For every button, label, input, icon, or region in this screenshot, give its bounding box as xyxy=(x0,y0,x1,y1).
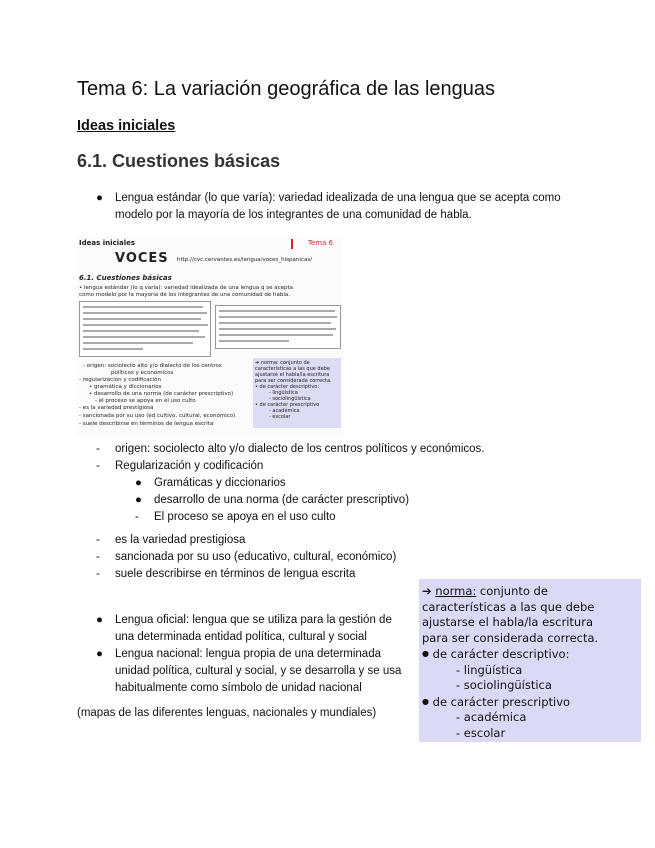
norma-line1 xyxy=(422,584,637,600)
feature-origin xyxy=(96,441,484,458)
scan-norma8: • de carácter prescriptivo xyxy=(255,402,320,408)
feature-sanctioned xyxy=(96,549,396,566)
scan-red-bar xyxy=(291,239,293,249)
norma-line3: ajustarse el habla/la escritura xyxy=(422,615,593,629)
scan-text-stroke xyxy=(83,336,205,338)
document-title: Tema 6: La variación geográfica de las lenguas xyxy=(77,78,496,100)
feature-sanctioned-text: sancionada por su uso (educativo, cultural, económico) xyxy=(115,551,397,563)
dash-marker: - xyxy=(96,443,100,455)
regularization-sub-list xyxy=(135,475,484,526)
scan-norma7: - sociolingüística xyxy=(269,396,311,402)
scan-text-stroke xyxy=(219,340,289,342)
dash-marker: - xyxy=(135,511,139,523)
norma-desc2: - sociolingüística xyxy=(456,678,552,692)
bullet-lengua-oficial xyxy=(96,612,401,646)
section-heading: Ideas iniciales xyxy=(77,118,176,134)
scan-line2: como modelo por la mayoría de los integrantes de una comunidad de habla. xyxy=(79,292,290,298)
dash-marker: - xyxy=(96,551,100,563)
norma-line4: para ser considerada correcta. xyxy=(422,630,599,645)
scan-text-stroke xyxy=(83,306,203,308)
bullet-marker: ● xyxy=(96,614,103,626)
scan-norma2: características a las que debe xyxy=(255,366,330,372)
norma-prescriptive-text: de carácter prescriptivo xyxy=(432,694,571,709)
scan-text-stroke xyxy=(219,322,331,324)
feature-written-text: suele describirse en términos de lengua escrita xyxy=(115,568,356,580)
dash-marker: - xyxy=(96,568,100,580)
lengua-nacional-line1: Lengua nacional: lengua propia de una determinada xyxy=(115,648,381,660)
scan-note5: • desarrollo de una norma (de carácter prescriptivo) xyxy=(89,391,234,397)
dash-marker: - xyxy=(96,534,100,546)
feature-prestige xyxy=(96,532,396,549)
scan-text-stroke xyxy=(83,324,208,326)
bullet-lengua-estandar xyxy=(96,190,561,224)
lengua-estandar-line1: Lengua estándar (lo que varía): variedad idealizada de una lengua que se acepta como xyxy=(115,192,561,204)
dash-marker: - xyxy=(96,460,100,472)
scan-text-stroke xyxy=(219,310,335,312)
bullet-marker: ● xyxy=(422,649,429,658)
norma-pres1: - académica xyxy=(456,710,527,724)
lengua-nacional-line2: unidad política, cultural y social, y se desarrolla y se usa xyxy=(115,665,402,677)
bullet-marker: ● xyxy=(96,648,103,660)
bullet-marker: ● xyxy=(96,192,103,204)
norma-line1-rest: conjunto de xyxy=(476,584,548,598)
scan-note2: políticos y económicos xyxy=(111,370,174,376)
scan-note7: - es la variedad prestigiosa xyxy=(79,405,154,411)
norma-prescriptive xyxy=(422,694,637,711)
language-types-list xyxy=(96,612,401,697)
sub-process-text: El proceso se apoya en el uso culto xyxy=(154,511,336,523)
scan-header: Ideas iniciales xyxy=(79,239,136,247)
scan-norma3: ajustarse el habla/la escritura xyxy=(255,372,330,378)
bullet-lengua-nacional xyxy=(96,646,401,697)
scan-norma5: • de carácter descriptivo: xyxy=(255,384,320,390)
scan-note6: - el proceso se apoya en el uso culto xyxy=(95,398,196,404)
sub-norm-text: desarrollo de una norma (de carácter prescriptivo) xyxy=(154,494,410,506)
bullet-marker: ● xyxy=(135,494,142,506)
norma-desc1: - lingüística xyxy=(456,662,523,677)
scan-norma9: - académica xyxy=(269,408,300,414)
scan-line1: • lengua estándar (lo q varía): variedad idealizada de una lengua q se acepta xyxy=(79,285,294,291)
scan-note3: - regularización y codificación xyxy=(79,377,162,383)
footer-note: (mapas de las diferentes lenguas, nacionales y mundiales) xyxy=(77,707,377,719)
scan-norma1: ➔ norma: conjunto de xyxy=(255,360,310,366)
scan-text-stroke xyxy=(219,316,337,318)
arrow-icon: ➔ xyxy=(422,584,432,598)
scan-logo: VOCES xyxy=(115,251,169,266)
scan-text-box-left xyxy=(79,301,211,357)
scan-text-stroke xyxy=(219,334,333,336)
bullet-marker: ● xyxy=(135,477,142,489)
scan-tema: Tema 6 xyxy=(307,239,333,247)
scan-text-stroke xyxy=(83,312,207,314)
scan-text-stroke xyxy=(83,330,199,332)
lengua-nacional-line3: habitualmente como símbolo de unidad nacional xyxy=(115,682,362,694)
norma-line2: características a las que debe xyxy=(422,599,595,614)
scan-text-stroke xyxy=(219,328,336,330)
scanned-notes-image xyxy=(77,237,343,437)
scan-norma6: - lingüística xyxy=(269,390,298,396)
norma-definition-box xyxy=(419,579,641,742)
scan-text-stroke xyxy=(83,342,193,344)
scan-text-stroke xyxy=(83,318,201,320)
feature-written xyxy=(96,566,396,583)
scan-note4: • gramática y diccionarios xyxy=(89,384,162,390)
scan-norma4: para ser considerada correcta. xyxy=(255,378,332,384)
scan-text-box-right xyxy=(215,305,341,349)
sub-norm xyxy=(135,492,484,509)
sub-process xyxy=(135,509,484,526)
norma-pres2: - escolar xyxy=(456,725,506,740)
lengua-estandar-line2: modelo por la mayoría de los integrantes de una comunidad de habla. xyxy=(115,209,472,221)
bullet-marker: ● xyxy=(422,696,429,706)
norma-descriptive xyxy=(422,646,637,663)
scan-note1: - origen: sociolecto alto y/o dialecto de los centros xyxy=(83,363,222,369)
feature-regularization-text: Regularización y codificación xyxy=(115,460,264,472)
standard-features-list-2 xyxy=(96,532,396,583)
lengua-oficial-line1: Lengua oficial: lengua que se utiliza para la gestión de xyxy=(115,614,392,626)
scan-url: http://cvc.cervantes.es/lengua/voces_hispanicas/ xyxy=(177,257,313,263)
feature-origin-text: origen: sociolecto alto y/o dialecto de los centros políticos y económicos. xyxy=(115,443,485,455)
scan-norma-box xyxy=(253,358,341,428)
scan-note8: - sancionada por su uso (ed cultivo, cultural, económico) xyxy=(79,413,236,419)
lengua-oficial-line2: una determinada entidad política, cultural y social xyxy=(115,631,367,643)
scan-norma10: - escolar xyxy=(269,414,291,420)
norma-descriptive-text: de carácter descriptivo: xyxy=(432,647,570,661)
feature-prestige-text: es la variedad prestigiosa xyxy=(115,534,246,546)
feature-regularization xyxy=(96,458,484,526)
sub-grammar xyxy=(135,475,484,492)
norma-term: norma: xyxy=(435,584,477,598)
standard-features-list xyxy=(96,441,484,526)
sub-grammar-text: Gramáticas y diccionarios xyxy=(154,477,286,489)
intro-bullet-list xyxy=(96,190,561,224)
scan-text-stroke xyxy=(83,348,143,350)
scan-note9: - suele describirse en términos de lengua escrita xyxy=(79,421,214,427)
scan-section: 6.1. Cuestiones básicas xyxy=(79,274,172,282)
subsection-heading: 6.1. Cuestiones básicas xyxy=(77,151,281,171)
